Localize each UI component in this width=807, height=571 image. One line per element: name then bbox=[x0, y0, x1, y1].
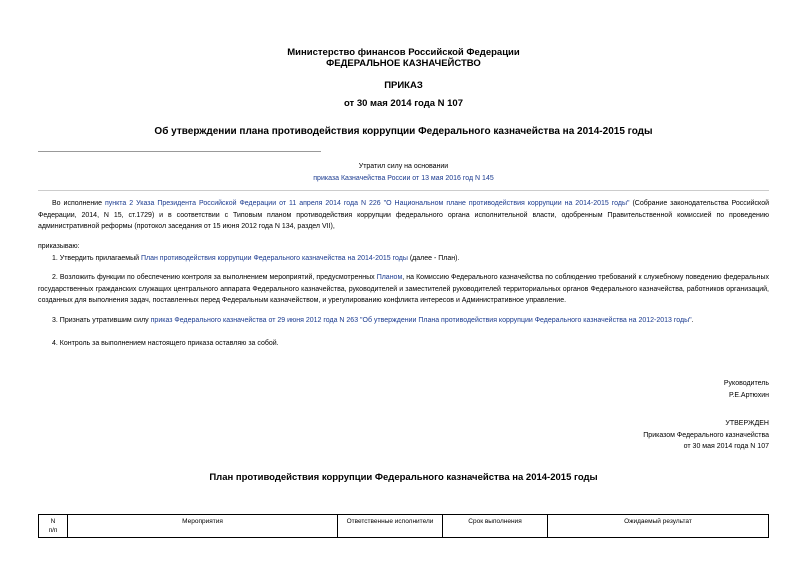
signature-position: Руководитель bbox=[723, 380, 769, 387]
ministry-heading: Министерство финансов Российской Федерации bbox=[287, 47, 520, 58]
order-heading: ПРИКАЗ bbox=[384, 80, 423, 91]
order-word: приказываю: bbox=[38, 243, 80, 250]
item-3 bbox=[38, 315, 769, 327]
old-order-link[interactable]: приказ Федерального казначейства от 29 июня 2012 года N 263 "Об утверждении Плана противодействия коррупции Федерального казначейства на 2012-2013 годы" bbox=[150, 317, 692, 324]
decree-link[interactable]: пункта 2 Указа Президента Российской Федерации от 11 апреля 2014 года N 226 "О Национальном плане противодействия коррупции на 2014-2015 годы" bbox=[104, 200, 630, 207]
separator-long bbox=[38, 190, 769, 191]
approval-line-2: Приказом Федерального казначейства bbox=[643, 431, 769, 439]
item-1-rest: (далее - План). bbox=[407, 255, 460, 262]
approval-line-1: УТВЕРЖДЕН bbox=[725, 420, 769, 427]
item-2-lead: 2. Возложить функции по обеспечению контроля за выполнением мероприятий, предусмотренных bbox=[52, 274, 377, 281]
plan-table bbox=[38, 514, 769, 538]
column-header-number bbox=[39, 515, 68, 538]
document-title: Об утверждении плана противодействия коррупции Федерального казначейства на 2014-2015 годы bbox=[154, 126, 653, 137]
approval-block bbox=[643, 418, 769, 453]
lost-force-note: Утратил силу на основании bbox=[358, 163, 449, 170]
item-2-rest: , на Комиссию Федерального казначейства по соблюдению требований к служебному поведению федеральных государственных гражданских служащих центрального аппарата Федерального казначейства, руководителей и заместителей руководителей территориальных органов Федерального казначейства, работников организаций, созданных для выполнения задач, поставленных перед Федеральным казначейством, и урегулированию конфликта интересов и Административное управление. bbox=[38, 274, 769, 304]
intro-lead: Во исполнение bbox=[52, 200, 105, 207]
column-header-activities: Мероприятия bbox=[68, 515, 338, 538]
item-1-lead: 1. Утвердить прилагаемый bbox=[52, 255, 141, 262]
item-4: 4. Контроль за выполнением настоящего приказа оставляю за собой. bbox=[52, 340, 279, 347]
plan-title: План противодействия коррупции Федерального казначейства на 2014-2015 годы bbox=[209, 472, 598, 483]
column-header-number-n: N bbox=[50, 518, 56, 525]
treasury-heading: ФЕДЕРАЛЬНОЕ КАЗНАЧЕЙСТВО bbox=[326, 58, 481, 69]
intro-paragraph bbox=[38, 198, 769, 233]
item-1 bbox=[38, 253, 769, 265]
item-3-rest: . bbox=[691, 317, 694, 324]
lost-force-link-line bbox=[0, 175, 807, 182]
plan-link[interactable]: План противодействия коррупции Федерального казначейства на 2014-2015 годы bbox=[140, 255, 408, 262]
column-header-number-pp: п/п bbox=[48, 527, 58, 534]
signature-block bbox=[724, 378, 769, 401]
plan-ref-link[interactable]: Планом bbox=[376, 274, 403, 281]
item-3-lead: 3. Признать утратившим силу bbox=[52, 317, 151, 324]
intro-rest: (Собрание законодательства Российской Федерации, 2014, N 15, ст.1729) и в соответствии с Типовым планом противодействия коррупции федерального органа исполнительной власти, одобренным Правительственной комиссией по проведению административной реформы (протокол заседания от 15 июня 2012 года N 134, раздел VII), bbox=[38, 200, 770, 230]
order-date: от 30 мая 2014 года N 107 bbox=[343, 98, 464, 109]
separator-short bbox=[38, 151, 321, 152]
item-2 bbox=[38, 272, 769, 307]
column-header-deadline: Срок выполнения bbox=[443, 515, 548, 538]
plan-table-header-row bbox=[39, 515, 769, 538]
signature-name: Р.Е.Артюхин bbox=[729, 391, 769, 399]
column-header-result: Ожидаемый результат bbox=[548, 515, 769, 538]
lost-force-link[interactable]: приказа Казначейства России от 13 мая 2016 год N 145 bbox=[313, 175, 494, 182]
approval-line-3: от 30 мая 2014 года N 107 bbox=[683, 443, 769, 450]
column-header-responsible: Ответственные исполнители bbox=[338, 515, 443, 538]
